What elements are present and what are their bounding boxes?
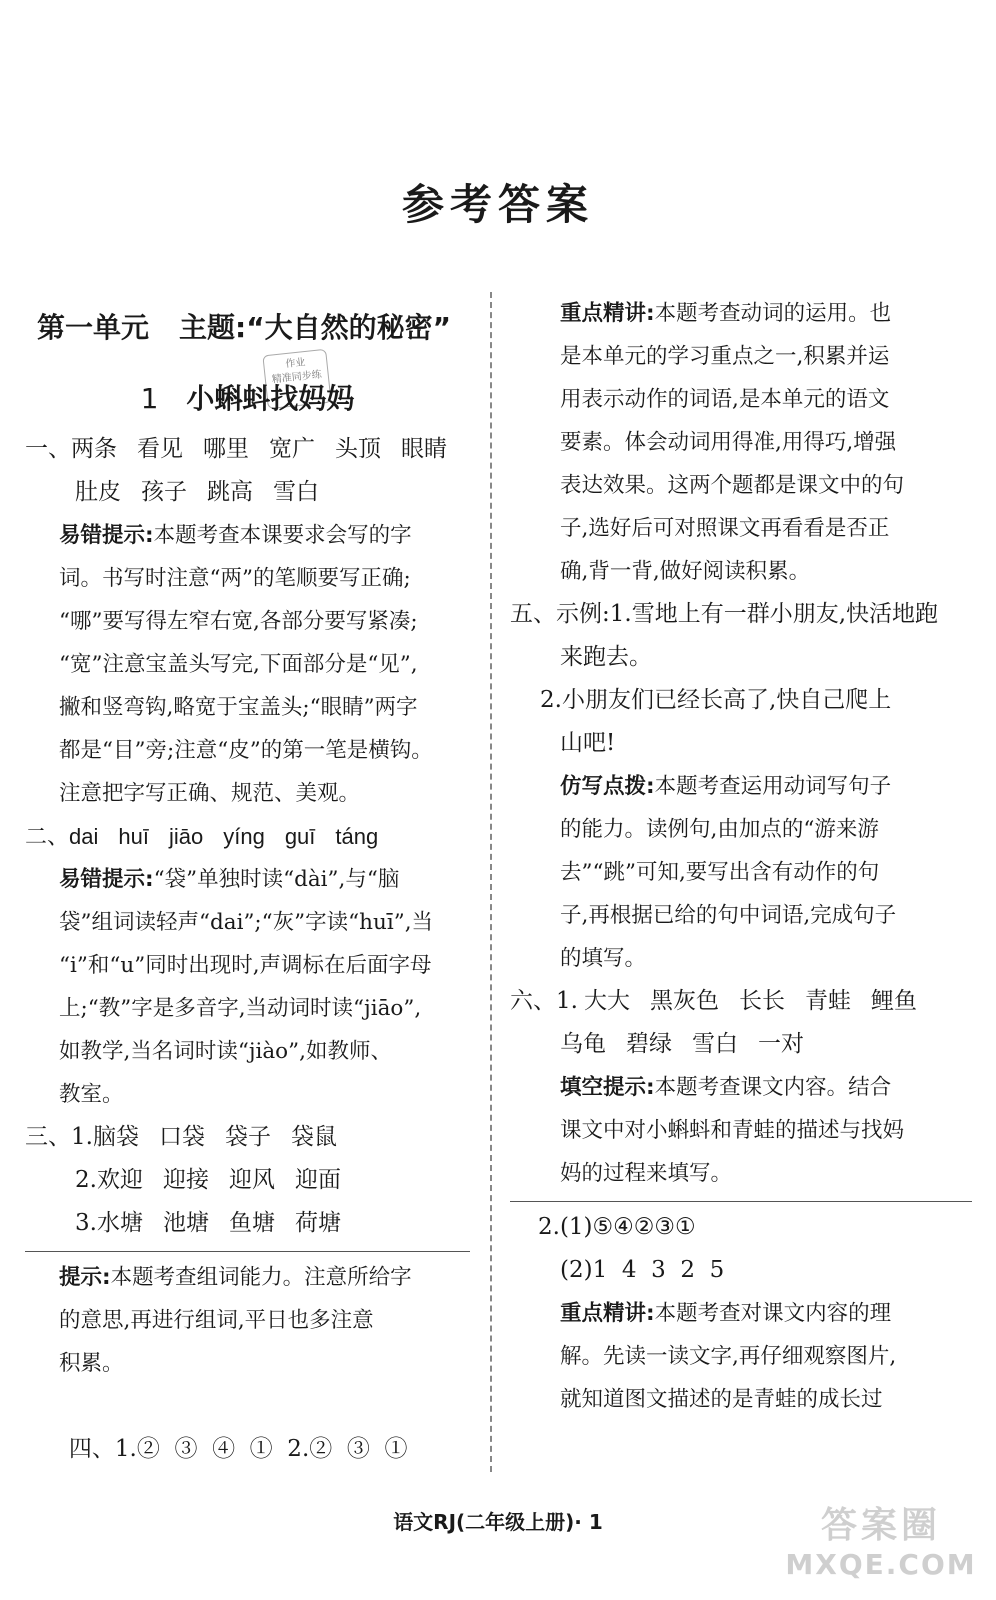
q1-word: 头顶	[335, 436, 381, 462]
q1-label: 一、	[25, 436, 71, 462]
q5-row-1	[510, 593, 972, 636]
q3-num: 2.	[75, 1167, 97, 1193]
q3-num: 1.	[71, 1124, 93, 1150]
q3-word: 口袋	[158, 1124, 205, 1150]
q3-num: 3.	[75, 1210, 97, 1236]
q2-label: 二、	[25, 825, 70, 850]
unit-label: 第一单元	[37, 311, 150, 344]
q3-word: 池塘	[162, 1210, 209, 1236]
focus1-line: 是本单元的学习重点之一,积累并运	[560, 344, 890, 369]
focus1-line	[510, 292, 972, 335]
q6-focus-label: 重点精讲:	[560, 1301, 655, 1326]
pinyin: guī	[284, 824, 316, 849]
q6-tip-line	[510, 1066, 972, 1109]
focus1-text: 本题考查动词的运用。也	[654, 301, 892, 326]
q5-tip-line: 子,再根据已给的句中词语,完成句子	[560, 903, 897, 928]
q5-tip-line	[510, 765, 972, 808]
q6-tip-line: 妈的过程来填写。	[560, 1161, 733, 1186]
q3-label: 三、	[25, 1124, 71, 1150]
q1-tip-line: “宽”注意宝盖头写完,下面部分是“见”,	[59, 652, 418, 677]
q6-word: 乌龟	[560, 1031, 606, 1057]
focus1-line: 子,选好后可对照课文再看看是否正	[560, 516, 890, 541]
q1-tip-line: 都是“目”旁;注意“皮”的第一笔是横钩。	[59, 738, 433, 763]
unit-heading	[37, 302, 470, 354]
pinyin: dai	[69, 824, 99, 849]
pinyin: táng	[335, 824, 379, 849]
q6-word: 鲤鱼	[870, 988, 917, 1014]
q5-label: 五、	[510, 601, 556, 627]
q2-tip-text: “袋”单独时读“dài”,与“脑	[153, 867, 400, 892]
page-footer: 语文RJ(二年级上册)· 1	[393, 1510, 603, 1534]
q6-word: 碧绿	[626, 1031, 672, 1057]
q6-word: 大大	[583, 988, 630, 1014]
section-rule	[25, 1251, 470, 1252]
q2-tip-line: “i”和“u”同时出现时,声调标在后面字母	[59, 953, 432, 978]
lesson-number: 1	[140, 382, 159, 415]
q1-tip-line: 撇和竖弯钩,略宽于宝盖头;“眼睛”两字	[59, 695, 418, 720]
q1-row-1	[25, 428, 470, 471]
q1-tip-label: 易错提示:	[59, 523, 154, 548]
q5-example-1: 示例:1.雪地上有一群小朋友,快活地跑	[556, 601, 939, 627]
q2-tip-line	[25, 858, 470, 901]
q6-word: 雪白	[692, 1031, 738, 1057]
q3-word: 欢迎	[96, 1167, 143, 1193]
q3-word: 鱼塘	[228, 1210, 275, 1236]
q2-tip-line: 袋”组词读轻声“dai”;“灰”字读“huī”,当	[59, 910, 434, 935]
q1-tip-line: 词。书写时注意“两”的笔顺要写正确;	[59, 566, 411, 591]
focus1-label: 重点精讲:	[560, 301, 655, 326]
q3-tip-label: 提示:	[59, 1265, 111, 1290]
q5-row-4: 山吧!	[560, 730, 616, 756]
stamp-line-1: 作业	[284, 357, 306, 371]
q3-word: 脑袋	[92, 1124, 139, 1150]
focus1-line: 确,背一背,做好阅读积累。	[560, 559, 811, 584]
q6-word: 黑灰色	[649, 988, 719, 1014]
focus1-line: 要素。体会动词用得准,用得巧,增强	[560, 430, 897, 455]
q3-word: 迎风	[228, 1167, 275, 1193]
q1-tip-line: 注意把字写正确、规范、美观。	[59, 781, 361, 806]
q6-row-2	[510, 1023, 972, 1066]
q3-tip-line	[25, 1256, 470, 1299]
q3-word: 荷塘	[294, 1210, 341, 1236]
watermark-line-1: 答案圈	[820, 1505, 941, 1546]
q3-tip-line: 的意思,再进行组词,平日也多注意	[59, 1308, 374, 1333]
q3-row-2	[25, 1159, 470, 1202]
q5-tip-text: 本题考查运用动词写句子	[654, 774, 892, 799]
q2-tip-label: 易错提示:	[59, 867, 154, 892]
page-title: 参考答案	[401, 180, 594, 229]
q5-tip-line: 的能力。读例句,由加点的“游来游	[560, 817, 879, 842]
q3-word: 水塘	[96, 1210, 143, 1236]
q2-tip-line: 上;“教”字是多音字,当动词时读“jiāo”,	[59, 996, 422, 1021]
lesson-title: 小蝌蚪找妈妈	[186, 382, 355, 415]
q6-word: 一对	[758, 1031, 804, 1057]
q1-word: 看见	[137, 436, 183, 462]
q4-label: 四、	[68, 1436, 115, 1462]
q1-row-2	[25, 471, 470, 514]
q3-row-3	[25, 1202, 470, 1245]
q6-word: 长长	[738, 988, 785, 1014]
lesson-heading	[25, 370, 470, 428]
q3-tip-line: 积累。	[59, 1351, 124, 1376]
q5-tip-line: 的填写。	[560, 946, 647, 971]
q6-num: 1.	[556, 988, 578, 1014]
q2-tip-line: 如教学,当名词时读“jiào”,如教师、	[59, 1039, 392, 1064]
q1-word: 雪白	[273, 479, 319, 505]
q1-word: 孩子	[141, 479, 187, 505]
q4-answers: 1.② ③ ④ ① 2.② ③ ①	[114, 1436, 408, 1462]
q1-word: 肚皮	[75, 479, 121, 505]
q5-tip-line: 去”“跳”可知,要写出含有动作的句	[560, 860, 880, 885]
column-divider	[490, 292, 492, 1472]
q3-row-1	[25, 1116, 470, 1159]
pinyin: huī	[118, 824, 149, 849]
q5-tip-label: 仿写点拨:	[560, 774, 655, 799]
q5-row-2: 来跑去。	[560, 644, 652, 670]
unit-theme: 主题:“大自然的秘密”	[179, 311, 452, 344]
q6-tip-line: 课文中对小蝌蚪和青蛙的描述与找妈	[560, 1118, 905, 1143]
pinyin: jiāo	[168, 824, 204, 849]
left-column	[25, 292, 470, 1462]
q3-word: 迎面	[294, 1167, 341, 1193]
q2-pinyin-row	[25, 815, 470, 858]
q1-tip-line: “哪”要写得左窄右宽,各部分要写紧凑;	[59, 609, 418, 634]
q6-focus-line	[510, 1292, 972, 1335]
q3-word: 袋鼠	[290, 1124, 337, 1150]
watermark-line-2: MXQE.COM	[785, 1548, 977, 1581]
q1-word: 跳高	[207, 479, 253, 505]
q4-row	[25, 1385, 470, 1462]
q6-word: 青蛙	[804, 988, 851, 1014]
q1-word: 哪里	[203, 436, 249, 462]
focus1-line: 用表示动作的词语,是本单元的语文	[560, 387, 890, 412]
focus1-line: 表达效果。这两个题都是课文中的句	[560, 473, 905, 498]
q6-label: 六、	[510, 988, 556, 1014]
q3-word: 迎接	[162, 1167, 209, 1193]
q6-item-2a: 2.(1)⑤④②③①	[538, 1214, 696, 1240]
q1-word: 眼睛	[401, 436, 447, 462]
q6-tip-text: 本题考查课文内容。结合	[654, 1075, 892, 1100]
watermark-logo	[776, 1504, 986, 1594]
right-column	[510, 292, 972, 1421]
stamp-line-2: 精准同步练	[271, 369, 323, 386]
q2-tip-line: 教室。	[59, 1082, 124, 1107]
q1-tip-line	[25, 514, 470, 557]
q3-tip-text: 本题考查组词能力。注意所给字	[110, 1265, 412, 1290]
q6-tip-label: 填空提示:	[560, 1075, 655, 1100]
q6-focus-line: 就知道图文描述的是青蛙的成长过	[560, 1387, 883, 1412]
q3-word: 袋子	[224, 1124, 271, 1150]
q6-focus-line: 解。先读一读文字,再仔细观察图片,	[560, 1344, 897, 1369]
q5-row-3: 2.小朋友们已经长高了,快自己爬上	[540, 687, 892, 713]
section-rule	[510, 1201, 972, 1202]
q6-row-1	[510, 980, 972, 1023]
q1-word: 宽广	[269, 436, 315, 462]
q6-item-2b: (2)1 4 3 2 5	[560, 1257, 725, 1283]
q6-focus-text: 本题考查对课文内容的理	[654, 1301, 892, 1326]
q1-tip-text: 本题考查本课要求会写的字	[153, 523, 412, 548]
q1-word: 两条	[71, 436, 117, 462]
pinyin: yíng	[223, 824, 265, 849]
